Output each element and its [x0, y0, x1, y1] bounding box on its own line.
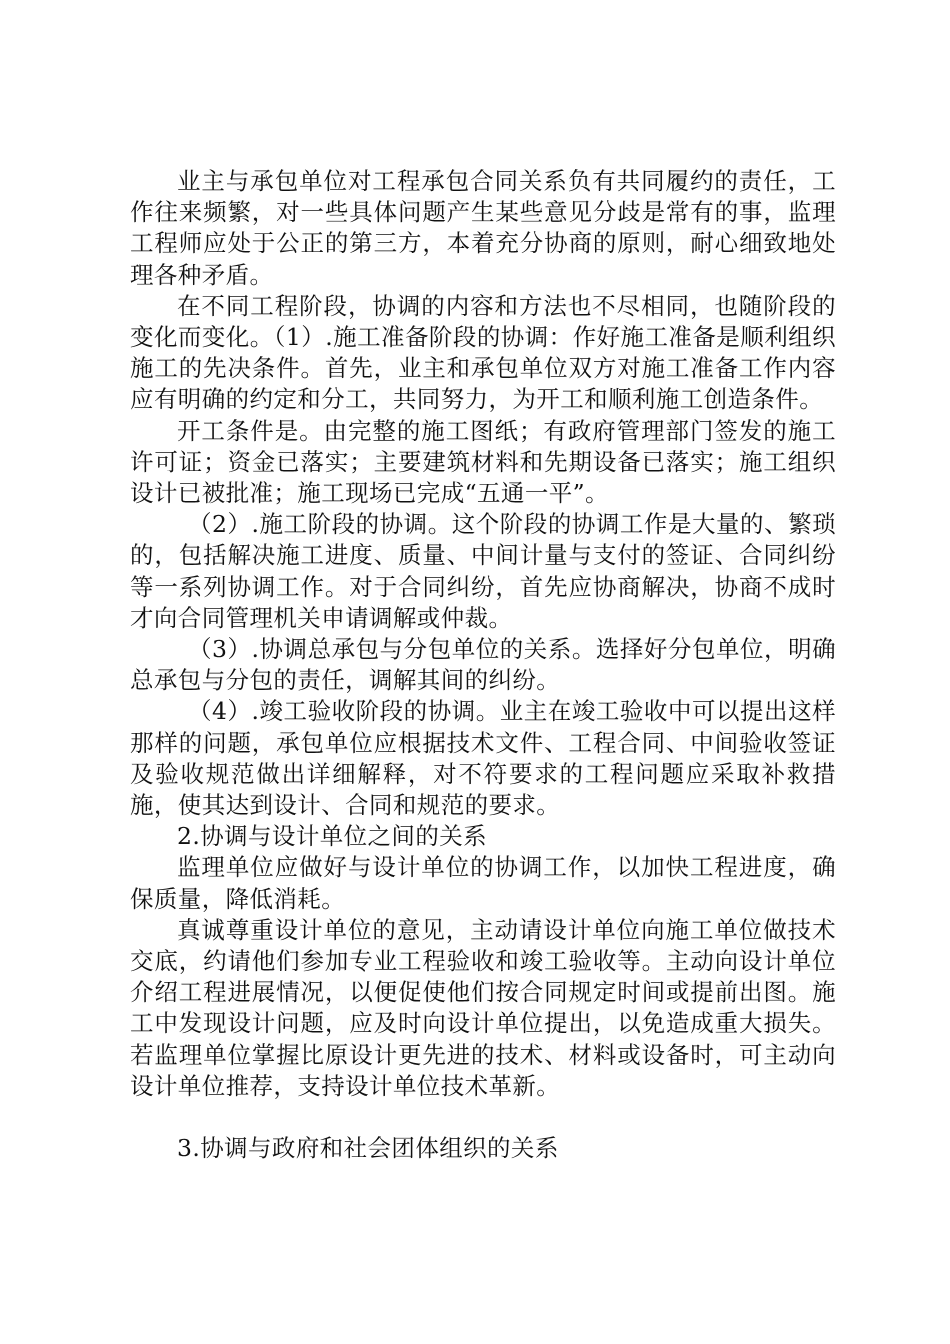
paragraph-construction-phase: （2）.施工阶段的协调。这个阶段的协调工作是大量的、繁琐的，包括解决施工进度、质量、中间计量与支付的签证、合同纠纷等一系列协调工作。对于合同纠纷，首先应协商解决，协商不成时才向合同管理机关申请调解或仲裁。	[130, 510, 836, 632]
document-body	[130, 166, 836, 1164]
paragraph-owner-contractor-relationship: 业主与承包单位对工程承包合同关系负有共同履约的责任，工作往来频繁，对一些具体问题产生某些意见分歧是常有的事，监理工程师应处于公正的第三方，本着充分协商的原则，耐心细致地处理各种矛盾。	[130, 167, 836, 289]
section-heading-government-relations: 3.协调与政府和社会团体组织的关系	[177, 1134, 559, 1163]
paragraph-design-coordination: 监理单位应做好与设计单位的协调工作，以加快工程进度，确保质量，降低消耗。	[130, 853, 836, 913]
paragraph-start-conditions: 开工条件是。由完整的施工图纸；有政府管理部门签发的施工许可证；资金已落实；主要建筑材料和先期设备已落实；施工组织设计已被批准；施工现场已完成“五通一平”。	[130, 416, 836, 508]
paragraph-subcontractor-relationship: （3）.协调总承包与分包单位的关系。选择好分包单位，明确总承包与分包的责任，调解其间的纠纷。	[130, 635, 836, 695]
paragraph-gap	[130, 1102, 836, 1133]
paragraph-completion-acceptance: （4）.竣工验收阶段的协调。业主在竣工验收中可以提出这样那样的问题，承包单位应根据技术文件、工程合同、中间验收签证及验收规范做出详细解释，对不符要求的工程问题应采取补救措施，使其达到设计、合同和规范的要求。	[130, 697, 836, 820]
section-heading-design-unit: 2.协调与设计单位之间的关系	[177, 822, 488, 851]
paragraph-respect-design-unit: 真诚尊重设计单位的意见，主动请设计单位向施工单位做技术交底，约请他们参加专业工程验收和竣工验收等。主动向设计单位介绍工程进展情况，以便促使他们按合同规定时间或提前出图。施工中发现设计问题，应及时向设计单位提出，以免造成重大损失。若监理单位掌握比原设计更先进的技术、材料或设备时，可主动向设计单位推荐，支持设计单位技术革新。	[130, 915, 836, 1100]
paragraph-construction-stages: 在不同工程阶段，协调的内容和方法也不尽相同，也随阶段的变化而变化。（1）.施工准备阶段的协调：作好施工准备是顺利组织施工的先决条件。首先，业主和承包单位双方对施工准备工作内容应有明确的约定和分工，共同努力，为开工和顺利施工创造条件。	[130, 291, 836, 414]
